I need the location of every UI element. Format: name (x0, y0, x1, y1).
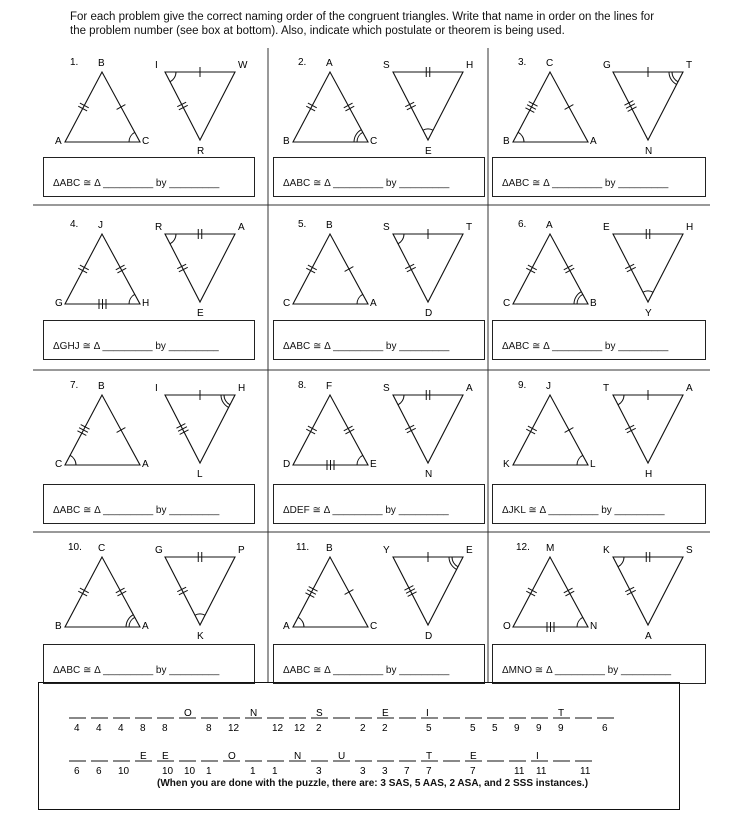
vertex-label: B (98, 381, 105, 392)
puzzle-number: 5 (426, 723, 432, 734)
triangle-right (165, 72, 235, 140)
vertex-label: H (645, 469, 653, 480)
puzzle-number: 7 (426, 766, 432, 777)
vertex-label: H (466, 60, 474, 71)
triangle-left (513, 72, 588, 142)
vertex-label: T (603, 383, 610, 394)
puzzle-number: 4 (74, 723, 80, 734)
vertex-label: E (603, 222, 610, 233)
puzzle-number: 3 (382, 766, 388, 777)
answer-box[interactable] (43, 320, 255, 360)
puzzle-letter: U (338, 751, 346, 762)
vertex-label: N (590, 621, 598, 632)
vertex-label: C (370, 621, 378, 632)
vertex-label: A (686, 383, 693, 394)
triangle-right (393, 557, 463, 625)
vertex-label: I (155, 383, 158, 394)
vertex-label: K (503, 459, 510, 470)
vertex-label: K (197, 631, 204, 642)
answer-text: ΔABC ≅ Δ _________ by _________ (502, 341, 669, 352)
puzzle-letter: S (316, 708, 323, 719)
answer-box[interactable] (273, 484, 485, 524)
vertex-label: G (603, 60, 611, 71)
triangle-right (613, 234, 683, 302)
triangle-right (613, 395, 683, 463)
puzzle-letter: N (250, 708, 258, 719)
vertex-label: E (197, 308, 204, 319)
answer-text: ΔABC ≅ Δ _________ by _________ (53, 178, 220, 189)
vertex-label: C (55, 459, 63, 470)
answer-text: ΔABC ≅ Δ _________ by _________ (53, 665, 220, 676)
vertex-label: H (238, 383, 246, 394)
puzzle-letter: O (184, 708, 192, 719)
puzzle-letter: E (382, 708, 389, 719)
vertex-label: A (370, 298, 377, 309)
problem-number: 7. (70, 380, 79, 391)
vertex-label: A (142, 621, 149, 632)
problem-number: 5. (298, 219, 307, 230)
vertex-label: W (238, 60, 248, 71)
puzzle-number: 10 (184, 766, 196, 777)
answer-box[interactable] (273, 320, 485, 360)
vertex-label: D (283, 459, 291, 470)
puzzle-number: 6 (96, 766, 102, 777)
triangle-left (293, 72, 368, 142)
answer-text: ΔGHJ ≅ Δ _________ by _________ (53, 341, 219, 352)
triangle-right (393, 395, 463, 463)
puzzle-letter: T (426, 751, 433, 762)
puzzle-number: 3 (316, 766, 322, 777)
vertex-label: A (142, 459, 149, 470)
problem-number: 8. (298, 380, 307, 391)
vertex-label: N (645, 146, 653, 157)
puzzle-letter: I (426, 708, 429, 719)
vertex-label: G (55, 298, 63, 309)
puzzle-number: 1 (250, 766, 256, 777)
puzzle-number: 1 (272, 766, 278, 777)
vertex-label: H (142, 298, 150, 309)
instructions: For each problem give the correct naming order of the congruent triangles. Write that name in order on the lines for the problem number (see box at bottom). Also, indicate which postulate or theorem is being used. (70, 11, 655, 37)
puzzle-number: 2 (316, 723, 322, 734)
answer-text: ΔDEF ≅ Δ _________ by _________ (283, 505, 449, 516)
puzzle-number: 8 (140, 723, 146, 734)
problem-number: 1. (70, 57, 79, 68)
puzzle-number: 5 (470, 723, 476, 734)
triangle-left (65, 234, 140, 304)
answer-box[interactable] (492, 644, 706, 684)
triangle-left (65, 395, 140, 465)
vertex-label: R (155, 222, 163, 233)
vertex-label: G (155, 545, 163, 556)
vertex-label: D (425, 308, 433, 319)
vertex-label: J (546, 381, 551, 392)
puzzle-number: 6 (602, 723, 608, 734)
vertex-label: A (645, 631, 652, 642)
answer-box[interactable] (43, 644, 255, 684)
puzzle-number: 8 (206, 723, 212, 734)
triangle-right (165, 234, 235, 302)
triangle-right (165, 557, 235, 625)
answer-text: ΔJKL ≅ Δ _________ by _________ (502, 505, 665, 516)
puzzle-number: 5 (492, 723, 498, 734)
vertex-label: S (686, 545, 693, 556)
vertex-label: T (466, 222, 473, 233)
answer-text: ΔABC ≅ Δ _________ by _________ (53, 505, 220, 516)
puzzle-number: 8 (162, 723, 168, 734)
vertex-label: A (326, 58, 333, 69)
puzzle-number: 10 (162, 766, 174, 777)
vertex-label: D (425, 631, 433, 642)
puzzle-number: 6 (74, 766, 80, 777)
vertex-label: S (383, 222, 390, 233)
triangle-left (513, 557, 588, 627)
vertex-label: B (326, 220, 333, 231)
vertex-label: P (238, 545, 245, 556)
vertex-label: B (503, 136, 510, 147)
vertex-label: A (546, 220, 553, 231)
vertex-label: B (283, 136, 290, 147)
answer-box[interactable] (492, 157, 706, 197)
vertex-label: R (197, 146, 205, 157)
vertex-label: E (370, 459, 377, 470)
vertex-label: A (283, 621, 290, 632)
puzzle-letter: E (162, 751, 169, 762)
vertex-label: N (425, 469, 433, 480)
vertex-label: C (283, 298, 291, 309)
answer-text: ΔABC ≅ Δ _________ by _________ (502, 178, 669, 189)
puzzle-letter: E (470, 751, 477, 762)
vertex-label: E (425, 146, 432, 157)
vertex-label: Y (383, 545, 390, 556)
puzzle-letter: T (558, 708, 565, 719)
vertex-label: S (383, 60, 390, 71)
puzzle-number: 9 (536, 723, 542, 734)
vertex-label: A (238, 222, 245, 233)
answer-box[interactable] (492, 320, 706, 360)
problem-number: 12. (516, 542, 530, 553)
vertex-label: A (590, 136, 597, 147)
vertex-label: C (503, 298, 511, 309)
vertex-label: B (326, 543, 333, 554)
problem-number: 2. (298, 57, 307, 68)
puzzle-number: 12 (228, 723, 240, 734)
answer-box[interactable] (492, 484, 706, 524)
puzzle-number: 1 (206, 766, 212, 777)
vertex-label: F (326, 381, 333, 392)
puzzle-number: 4 (118, 723, 124, 734)
triangle-left (65, 557, 140, 627)
vertex-label: A (55, 136, 62, 147)
puzzle-number: 7 (470, 766, 476, 777)
triangle-left (293, 395, 368, 465)
vertex-label: O (503, 621, 511, 632)
puzzle-number: 11 (580, 766, 591, 777)
vertex-label: Y (645, 308, 652, 319)
answer-text: ΔABC ≅ Δ _________ by _________ (283, 178, 450, 189)
puzzle-number: 2 (382, 723, 388, 734)
triangle-left (65, 72, 140, 142)
vertex-label: J (98, 220, 103, 231)
puzzle-letter: N (294, 751, 302, 762)
triangle-left (513, 234, 588, 304)
problem-number: 6. (518, 219, 527, 230)
vertex-label: C (546, 58, 554, 69)
puzzle-number: 11 (514, 766, 525, 777)
vertex-label: A (466, 383, 473, 394)
puzzle-number: 4 (96, 723, 102, 734)
triangle-left (513, 395, 588, 465)
triangle-right (165, 395, 235, 463)
vertex-label: L (590, 459, 596, 470)
problem-number: 9. (518, 380, 527, 391)
puzzle-number: 2 (360, 723, 366, 734)
answer-box[interactable] (273, 157, 485, 197)
problem-number: 4. (70, 219, 79, 230)
answer-box[interactable] (43, 157, 255, 197)
puzzle-number: 12 (272, 723, 284, 734)
triangle-right (613, 557, 683, 625)
vertex-label: S (383, 383, 390, 394)
answer-box[interactable] (273, 644, 485, 684)
answer-text: ΔABC ≅ Δ _________ by _________ (283, 341, 450, 352)
problem-number: 10. (68, 542, 82, 553)
answer-text: ΔMNO ≅ Δ _________ by _________ (502, 665, 672, 676)
puzzle-number: 10 (118, 766, 130, 777)
vertex-label: M (546, 543, 555, 554)
vertex-label: I (155, 60, 158, 71)
triangle-right (613, 72, 683, 140)
vertex-label: B (98, 58, 105, 69)
puzzle-number: 11 (536, 766, 547, 777)
problem-number: 11. (296, 542, 310, 553)
puzzle-number: 3 (360, 766, 366, 777)
vertex-label: C (142, 136, 150, 147)
puzzle-box (38, 682, 680, 810)
vertex-label: B (55, 621, 62, 632)
vertex-label: C (370, 136, 378, 147)
vertex-label: B (590, 298, 597, 309)
puzzle-lines (39, 683, 681, 811)
vertex-label: C (98, 543, 106, 554)
triangle-left (293, 234, 368, 304)
vertex-label: E (466, 545, 473, 556)
puzzle-letter: E (140, 751, 147, 762)
answer-box[interactable] (43, 484, 255, 524)
puzzle-number: 7 (404, 766, 410, 777)
vertex-label: K (603, 545, 610, 556)
puzzle-number: 9 (514, 723, 520, 734)
puzzle-letter: I (536, 751, 539, 762)
puzzle-number: 12 (294, 723, 306, 734)
vertex-label: L (197, 469, 203, 480)
triangle-right (393, 72, 463, 140)
vertex-label: H (686, 222, 694, 233)
puzzle-number: 9 (558, 723, 564, 734)
triangle-right (393, 234, 463, 302)
vertex-label: T (686, 60, 693, 71)
answer-text: ΔABC ≅ Δ _________ by _________ (283, 665, 450, 676)
puzzle-letter: O (228, 751, 236, 762)
puzzle-note: (When you are done with the puzzle, there are: 3 SAS, 5 AAS, 2 ASA, and 2 SSS instances.) (157, 778, 589, 789)
problem-number: 3. (518, 57, 527, 68)
triangle-left (293, 557, 368, 627)
